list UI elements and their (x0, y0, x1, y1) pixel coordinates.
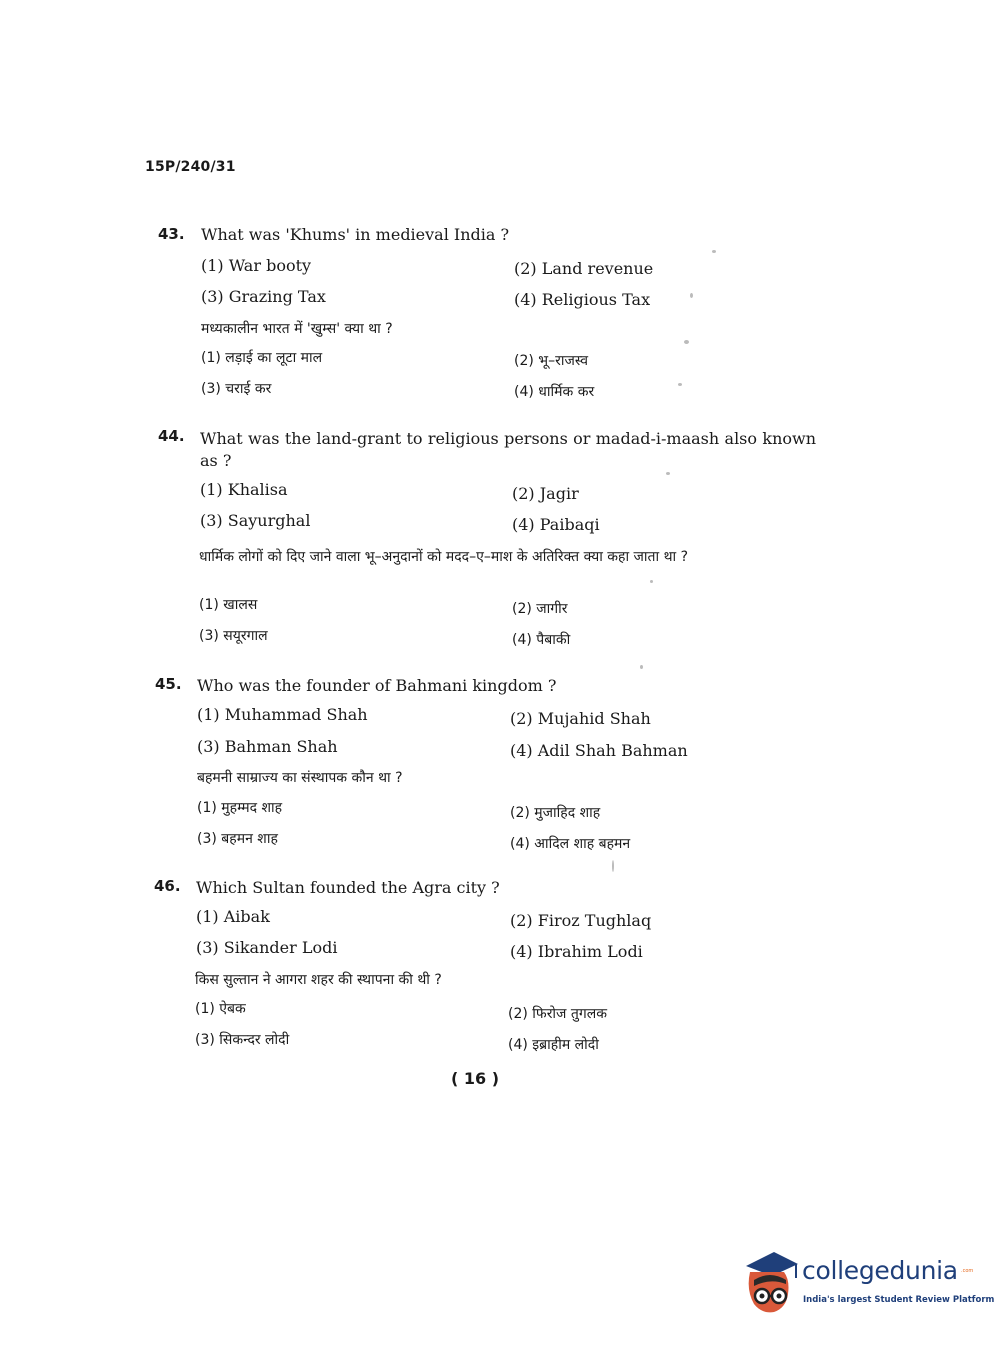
option-en-4: (4) Ibrahim Lodi (510, 942, 643, 961)
option-en-1: (1) Aibak (196, 907, 270, 926)
option-en-2: (2) Jagir (512, 484, 579, 503)
option-en-4: (4) Religious Tax (514, 290, 651, 309)
question-text-en: What was the land-grant to religious persons or madad-i-maash also known as ? (200, 429, 816, 470)
option-hi-3: (3) चराई कर (201, 381, 272, 397)
option-en-4: (4) Adil Shah Bahman (510, 741, 688, 760)
option-hi-2: (2) फिरोज तुगलक (508, 1006, 607, 1022)
scan-speck (684, 340, 689, 344)
scan-speck (666, 472, 670, 475)
option-hi-1: (1) लड़ाई का लूटा माल (201, 350, 323, 366)
paper-code: 15P/240/31 (145, 159, 236, 175)
scan-speck (678, 383, 682, 386)
question-number: 44. (158, 427, 185, 445)
brand-domain: .com (961, 1268, 974, 1274)
option-hi-1: (1) मुहम्मद शाह (197, 800, 283, 816)
question-text-hi: मध्यकालीन भारत में 'खुम्स' क्या था ? (201, 321, 393, 337)
page-number: ( 16 ) (450, 1069, 500, 1088)
option-hi-2: (2) मुजाहिद शाह (510, 805, 601, 821)
scan-speck (612, 860, 614, 872)
option-en-1: (1) War booty (201, 256, 312, 275)
question-text-hi: किस सुल्तान ने आगरा शहर की स्थापना की थी ? (195, 972, 442, 988)
option-en-2: (2) Firoz Tughlaq (510, 911, 652, 930)
option-hi-4: (4) धार्मिक कर (514, 384, 595, 400)
question-text-hi: धार्मिक लोगों को दिए जाने वाला भू–अनुदानों को मदद–ए–माश के अतिरिक्त क्या कहा जाता था ? (199, 549, 689, 565)
option-en-1: (1) Muhammad Shah (197, 705, 368, 724)
option-hi-3: (3) सिकन्दर लोदी (195, 1032, 290, 1048)
option-hi-4: (4) आदिल शाह बहमन (510, 836, 631, 852)
question-text-hi: बहमनी साम्राज्य का संस्थापक कौन था ? (197, 770, 403, 786)
scan-speck (712, 250, 716, 253)
scan-speck (690, 293, 693, 298)
option-hi-1: (1) ऐबक (195, 1001, 246, 1017)
question-number: 46. (154, 877, 181, 895)
option-hi-1: (1) खालस (199, 597, 258, 613)
option-en-3: (3) Bahman Shah (197, 737, 338, 756)
option-hi-4: (4) इब्राहीम लोदी (508, 1037, 599, 1053)
option-hi-4: (4) पैबाकी (512, 632, 571, 648)
option-en-3: (3) Sayurghal (200, 511, 311, 530)
option-hi-3: (3) बहमन शाह (197, 831, 278, 847)
question-text-en: Which Sultan founded the Agra city ? (196, 878, 500, 897)
question-number: 43. (158, 225, 185, 243)
option-hi-3: (3) सयूरगाल (199, 628, 268, 644)
option-en-4: (4) Paibaqi (512, 515, 600, 534)
scan-speck (650, 580, 653, 583)
question-text-en: What was 'Khums' in medieval India ? (201, 225, 510, 244)
mascot-icon (740, 1250, 802, 1316)
option-hi-2: (2) जागीर (512, 601, 568, 617)
option-en-2: (2) Mujahid Shah (510, 709, 651, 728)
option-en-1: (1) Khalisa (200, 480, 288, 499)
question-text-en: Who was the founder of Bahmani kingdom ? (197, 676, 557, 695)
option-en-3: (3) Sikander Lodi (196, 938, 338, 957)
option-en-3: (3) Grazing Tax (201, 287, 326, 306)
option-en-2: (2) Land revenue (514, 259, 654, 278)
brand-tagline: India's largest Student Review Platform (803, 1295, 995, 1305)
question-number: 45. (155, 675, 182, 693)
collegedunia-logo (740, 1250, 995, 1320)
scan-speck (640, 665, 643, 669)
brand-name: collegedunia (802, 1256, 958, 1285)
option-hi-2: (2) भू–राजस्व (514, 353, 589, 369)
